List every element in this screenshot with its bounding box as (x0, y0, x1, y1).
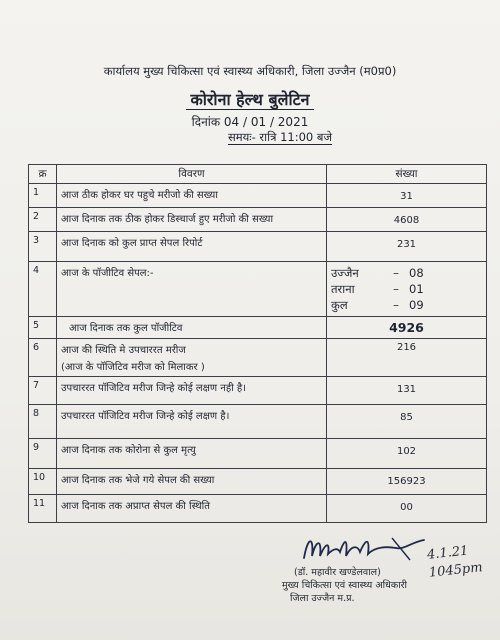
row-description: आज दिनाक तक अप्राप्त सेपल की स्थिति (57, 495, 327, 523)
row-sn: 1 (29, 184, 57, 208)
breakdown-dash: – (393, 298, 399, 312)
table-row (29, 317, 487, 339)
row-description: आज के पॉजीटिव सेपल:- (57, 262, 327, 317)
row-description: आज दिनाक को कुल प्राप्त सेपल रिपोर्ट (57, 232, 327, 262)
table-row (29, 184, 487, 208)
row-description: आज दिनाक तक ठीक होकर डिस्चार्ज हुए मरीजो की सख्या (57, 208, 327, 232)
row-description: आज दिनाक तक कुल पॉजीटिव (57, 317, 327, 339)
table-row (29, 439, 487, 469)
bulletin-date: दिनांक 04 / 01 / 2021 (191, 115, 309, 129)
table-row (29, 208, 487, 232)
breakdown-name: कुल (331, 298, 348, 312)
table-row (29, 405, 487, 439)
bulletin-title-text: कोरोना हेल्थ बुलेटिन (186, 90, 313, 110)
row-description: उपचाररत पॉजिटिव मरीज जिन्हे कोई लक्षण है। (57, 405, 327, 439)
row-value: 131 (327, 377, 487, 405)
breakdown-value: 01 (409, 282, 424, 296)
breakdown-dash: – (393, 282, 399, 296)
positive-breakdown (327, 262, 487, 317)
table-row (29, 262, 487, 317)
row-sn: 8 (29, 405, 57, 439)
header-sn: क्र (29, 165, 57, 184)
row-sn: 3 (29, 232, 57, 262)
row-value: 31 (327, 184, 487, 208)
signatory-district: जिला उज्जैन म.प्र. (290, 593, 355, 604)
handwritten-note (426, 541, 483, 582)
handwritten-time: 1045pm (428, 560, 484, 581)
row-value: 216 (327, 339, 487, 377)
bulletin-time-text: समयः- रात्रि 11:00 बजे (227, 130, 332, 144)
row-sn: 4 (29, 262, 57, 317)
row-description (57, 339, 327, 377)
row-sn: 10 (29, 469, 57, 495)
row-value: 4926 (327, 317, 487, 339)
breakdown-tarana (331, 281, 482, 297)
bulletin-title (0, 88, 500, 110)
table-row (29, 339, 487, 377)
row-sn: 7 (29, 377, 57, 405)
bulletin-table (28, 164, 487, 523)
breakdown-name: तराना (331, 282, 355, 296)
row-sn: 5 (29, 317, 57, 339)
row-description: आज ठीक होकर घर पहुचे मरीजो की सख्या (57, 184, 327, 208)
signature-block (282, 566, 407, 605)
header-description: विवरण (57, 165, 327, 184)
breakdown-dash: – (393, 266, 399, 280)
signatory-designation: मुख्य चिकित्सा एवं स्वास्थ्य अधिकारी (282, 580, 407, 591)
row-description-line1: आज की स्थिति मे उपचाररत मरीज (61, 345, 186, 356)
table-row (29, 377, 487, 405)
breakdown-name: उज्जैन (331, 266, 359, 280)
signature-scribble (300, 530, 430, 566)
header-count: संख्या (327, 165, 487, 184)
row-value: 00 (327, 495, 487, 523)
office-heading: कार्यालय मुख्य चिकित्सा एवं स्वास्थ्य अधिकारी, जिला उज्जैन (म0प्र0) (103, 64, 397, 78)
table-row (29, 232, 487, 262)
row-value: 85 (327, 405, 487, 439)
handwritten-date: 4.1.21 (426, 543, 470, 563)
table-row (29, 495, 487, 523)
row-sn: 11 (29, 495, 57, 523)
row-sn: 9 (29, 439, 57, 469)
breakdown-ujjain (331, 265, 482, 281)
table-row (29, 469, 487, 495)
row-description-line2: (आज के पॉजिटिव मरीज को मिलाकर ) (61, 362, 205, 373)
row-value: 156923 (327, 469, 487, 495)
row-description: आज दिनाक तक भेजे गये सेपल की सख्या (57, 469, 327, 495)
table-header-row (29, 165, 487, 184)
bulletin-time (170, 130, 390, 145)
breakdown-value: 08 (409, 266, 424, 280)
breakdown-value: 09 (409, 298, 424, 312)
row-value: 231 (327, 232, 487, 262)
row-value: 4608 (327, 208, 487, 232)
signatory-name: (डॉ. महावीर खण्डेलवाल) (294, 567, 381, 578)
row-sn: 2 (29, 208, 57, 232)
row-description: आज दिनाक तक कोरोना से कुल मृत्यु (57, 439, 327, 469)
row-sn: 6 (29, 339, 57, 377)
row-value: 102 (327, 439, 487, 469)
breakdown-total (331, 297, 482, 313)
row-description: उपचाररत पॉजिटिव मरीज जिन्हे कोई लक्षण नही है। (57, 377, 327, 405)
